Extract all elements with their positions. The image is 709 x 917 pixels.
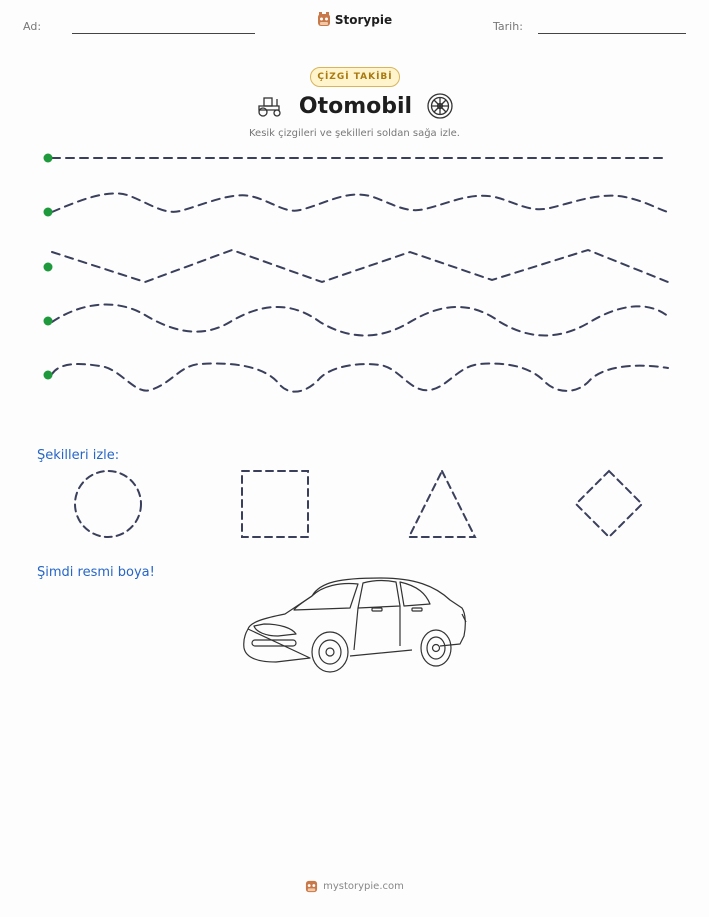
date-label: Tarih: (493, 20, 523, 33)
car-coloring-image (240, 574, 470, 684)
trace-circle (75, 471, 141, 537)
trace-diamond (576, 471, 642, 537)
brand-name: Storypie (334, 13, 393, 27)
category-badge: ÇİZGİ TAKİBİ (310, 67, 400, 87)
name-label: Ad: (23, 20, 42, 33)
page-title: Otomobil (298, 93, 413, 119)
footer-site: mystorypie.com (323, 881, 404, 892)
instructions: Kesik çizgileri ve şekilleri soldan sağa izle. (248, 128, 460, 139)
trace-square (242, 471, 308, 537)
trace-triangle (409, 471, 475, 537)
footer (0, 879, 709, 898)
shapes-heading: Şekilleri izle: (37, 448, 120, 463)
storypie-logo-icon (305, 879, 318, 894)
coloring-heading: Şimdi resmi boya! (37, 565, 155, 580)
